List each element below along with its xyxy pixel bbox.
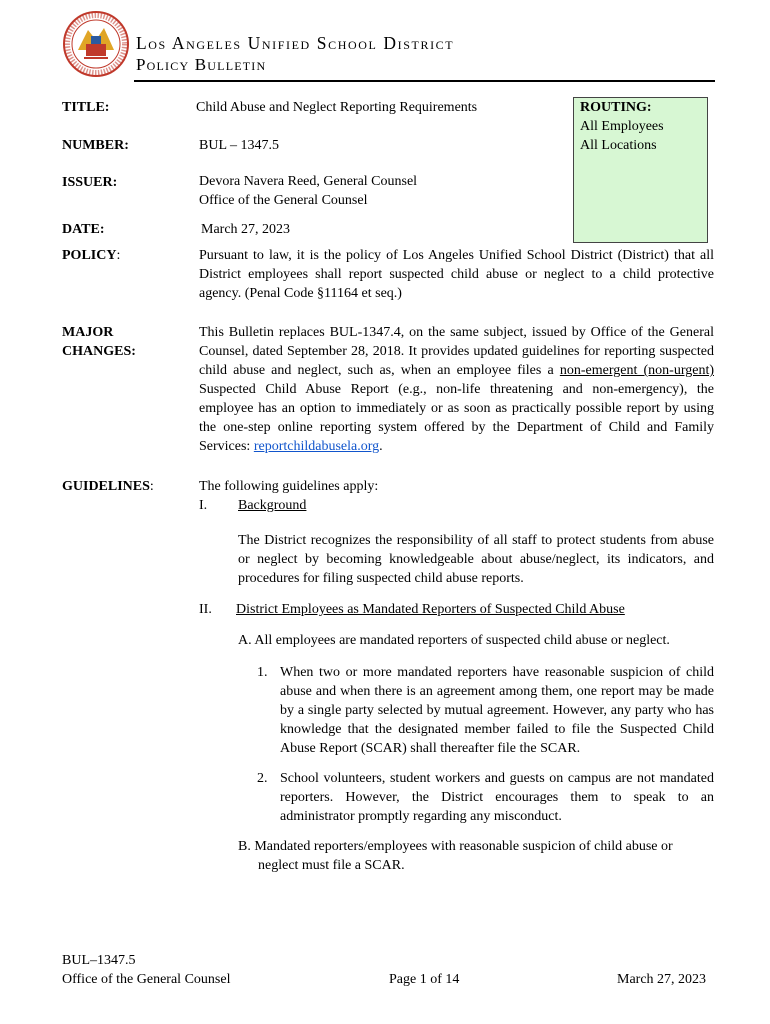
non-emergent-term: non-emergent (non-urgent) [559, 363, 714, 378]
section-1-text: The District recognizes the responsibility of all staff to protect students from abuse or neglect by becoming knowledgeable about abuse/neglect, its indicators, and procedures for filing suspected child abuse reports. [238, 533, 714, 586]
report-child-abuse-link[interactable]: reportchildabusela.org [253, 439, 380, 454]
item-2-text: School volunteers, student workers and guests on campus are not mandated reporters. However, the District encourages them to speak to an administrator promptly regarding any misconduct. [280, 771, 714, 824]
bulletin-type: Policy Bulletin [136, 55, 267, 74]
org-name: Los Angeles Unified School District [136, 33, 455, 53]
section-2-number: II. [199, 602, 212, 617]
major-changes-label-1: MAJOR [62, 325, 114, 340]
item-a: A. All employees are mandated reporters of suspected child abuse or neglect. [238, 633, 670, 648]
issuer-name: Devora Navera Reed, General Counsel [199, 174, 418, 189]
guidelines-intro: The following guidelines apply: [199, 479, 379, 494]
major-changes-label-2: CHANGES: [62, 344, 136, 359]
footer-date: March 27, 2023 [617, 972, 707, 987]
footer-bulletin-number: BUL–1347.5 [62, 953, 136, 968]
item-2-number: 2. [257, 771, 268, 786]
major-changes-text-1: This Bulletin replaces BUL-1347.4, on the same subject, issued by Office of the General Counsel, dated September 28, 2018. It provides updated guidelines for reporting suspected child abuse and neglect, such as, when an employee files a [199, 325, 714, 378]
item-1-text: When two or more mandated reporters have reasonable suspicion of child abuse and when there is an agreement among them, one report may be made by a single party selected by mutual agreement. However, any party who has knowledge that the designated member failed to file the Suspected Child Abuse Report (SCAR) shall thereafter file the SCAR. [280, 665, 714, 756]
district-seal [62, 10, 130, 78]
policy-label-colon: : [116, 248, 121, 263]
footer-office: Office of the General Counsel [62, 972, 231, 987]
issuer-office: Office of the General Counsel [199, 193, 368, 208]
section-2-title [236, 600, 625, 619]
date-label: DATE: [62, 222, 105, 237]
policy-label [62, 246, 120, 265]
footer-page-number: Page 1 of 14 [389, 972, 460, 987]
guidelines-label [62, 477, 154, 496]
guidelines-label-text: GUIDELINES [62, 479, 150, 494]
title-value: Child Abuse and Neglect Reporting Requirements [196, 100, 478, 115]
routing-heading: ROUTING: [580, 100, 652, 115]
date-value: March 27, 2023 [201, 222, 291, 237]
routing-line: All Employees [580, 119, 664, 134]
policy-label-text: POLICY [62, 248, 117, 263]
section-2-title-text: District Employees as Mandated Reporters of Suspected Child Abuse [236, 602, 625, 617]
district-seal-icon [62, 10, 130, 78]
guidelines-label-colon: : [149, 479, 154, 494]
section-1-title-text: Background [238, 498, 307, 513]
section-1-number: I. [199, 498, 208, 513]
item-b: B. Mandated reporters/employees with reasonable suspicion of child abuse or neglect must file a SCAR. [238, 839, 673, 873]
issuer-label: ISSUER: [62, 175, 118, 190]
number-label: NUMBER: [62, 138, 129, 153]
major-changes-text-end: . [379, 439, 383, 454]
major-changes-text [199, 323, 714, 456]
title-label: TITLE: [62, 100, 110, 115]
routing-line: All Locations [580, 138, 657, 153]
routing-box [573, 97, 708, 243]
header-rule [134, 80, 715, 82]
major-changes-text-2: Suspected Child Abuse Report (e.g., non-life threatening and non-emergency), the employee has an option to immediately or as soon as practically possible report by using the one-step online reporting system offered by the Department of Child and Family Services: [199, 382, 714, 454]
section-1-title [238, 496, 306, 515]
policy-text: Pursuant to law, it is the policy of Los Angeles Unified School District (District) that all District employees shall report suspected child abuse or neglect to a child protective agency. (Penal Code §11164 et seq.) [199, 248, 714, 301]
item-1-number: 1. [257, 665, 268, 680]
number-value: BUL – 1347.5 [199, 138, 279, 153]
